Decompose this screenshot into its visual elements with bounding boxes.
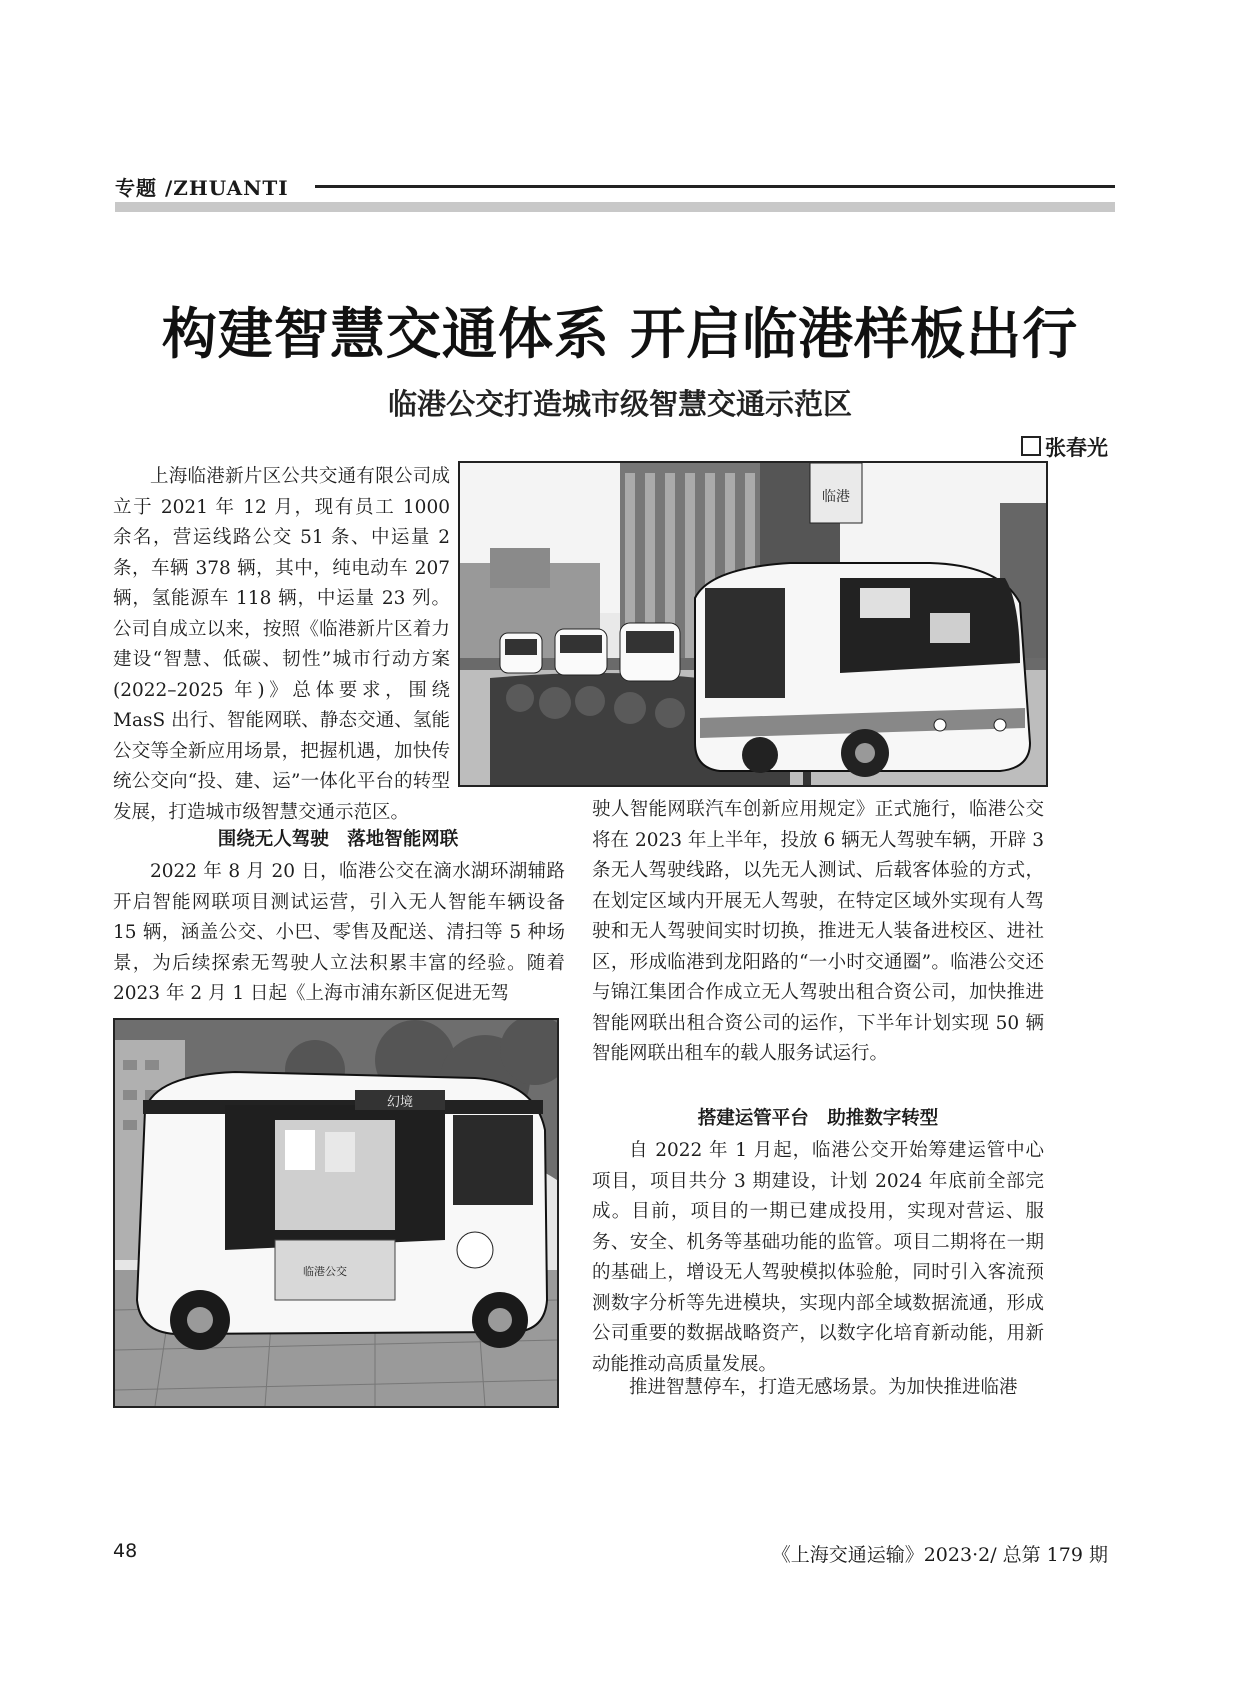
section2-paragraph: 自 2022 年 1 月起，临港公交开始筹建运管中心项目，项目共分 3 期建设，计划 2024 年底前全部完成。目前，项目的一期已建成投用，实现对营运、服务、安全、机务等基础功能的监管。项目二期将在一期的基础上，增设无人驾驶模拟体验舱，同时引入客流预测数字分析等先进模块，实现内部全域数据流通，形成公司重要的数据战略资产，以数字化培育新动能，用新动能推动高质量发展。 <box>592 1140 1044 1375</box>
section1-paragraph-a: 2022 年 8 月 20 日，临港公交在滴水湖环湖辅路开启智能网联项目测试运营，引入无人智能车辆设备 15 辆，涵盖公交、小巴、零售及配送、清扫等 5 种场景，为后续探索无驾驶人立法积累丰富的经验。随着 2023 年 2 月 1 日起《上海市浦东新区促进无驾 <box>113 861 565 1004</box>
intro-paragraph: 上海临港新片区公共交通有限公司成立于 2021 年 12 月，现有员工 1000 余名，营运线路公交 51 条、中运量 2 条，车辆 378 辆，其中，纯电动车 207 辆，氢能源车 118 辆，中运量 23 列。公司自成立以来，按照《临港新片区着力建设“智慧、低碳、韧性”城市行动方案(2022–2025 年)》总体要求，围绕 MasS 出行、智能网联、静态交通、氢能公交等全新应用场景，把握机遇，加快传统公交向“投、建、运”一体化平台的转型发展，打造城市级智慧交通示范区。 <box>113 466 450 823</box>
section3-paragraph: 推进智慧停车，打造无感场景。为加快推进临港 <box>629 1377 1018 1398</box>
bus-stop-sign-text: 临港 <box>822 489 850 505</box>
article-subtitle: 临港公交打造城市级智慧交通示范区 <box>387 387 852 421</box>
section-header <box>115 172 1115 212</box>
shuttle-sign-text: 幻境 <box>386 1095 414 1110</box>
header-rule <box>315 185 1115 188</box>
bus-stop-photo <box>458 461 1048 787</box>
section-label: 专题 /ZHUANTI <box>115 172 301 201</box>
autonomous-shuttle-photo <box>113 1018 559 1408</box>
section1-paragraph-b: 驶人智能网联汽车创新应用规定》正式施行，临港公交将在 2023 年上半年，投放 6 辆无人驾驶车辆，开辟 3 条无人驾驶线路，以先无人测试、后载客体验的方式，在划定区域内开展无人驾驶，在特定区域外实现有人驾驶和无人驾驶间实时切换，推进无人装备进校区、进社区，形成临港到龙阳路的“一小时交通圈”。临港公交还与锦江集团合作成立无人驾驶出租合资公司，加快推进智能网联出租合资公司的运作，下半年计划实现 50 辆智能网联出租车的载人服务试运行。 <box>592 799 1044 1064</box>
article-title: 构建智慧交通体系 开启临港样板出行 <box>161 302 1079 366</box>
journal-info: 《上海交通运输》2023·2/ 总第 179 期 <box>771 1544 1108 1566</box>
author-name: 张春光 <box>1045 436 1108 460</box>
author <box>1021 432 1108 462</box>
author-box-icon <box>1021 436 1041 456</box>
page-number: 48 <box>113 1540 138 1562</box>
section2-heading: 搭建运管平台 助推数字转型 <box>697 1108 939 1129</box>
header-band <box>115 202 1115 212</box>
shuttle-brand-text: 临港公交 <box>303 1265 347 1278</box>
section1-heading: 围绕无人驾驶 落地智能网联 <box>217 829 459 850</box>
